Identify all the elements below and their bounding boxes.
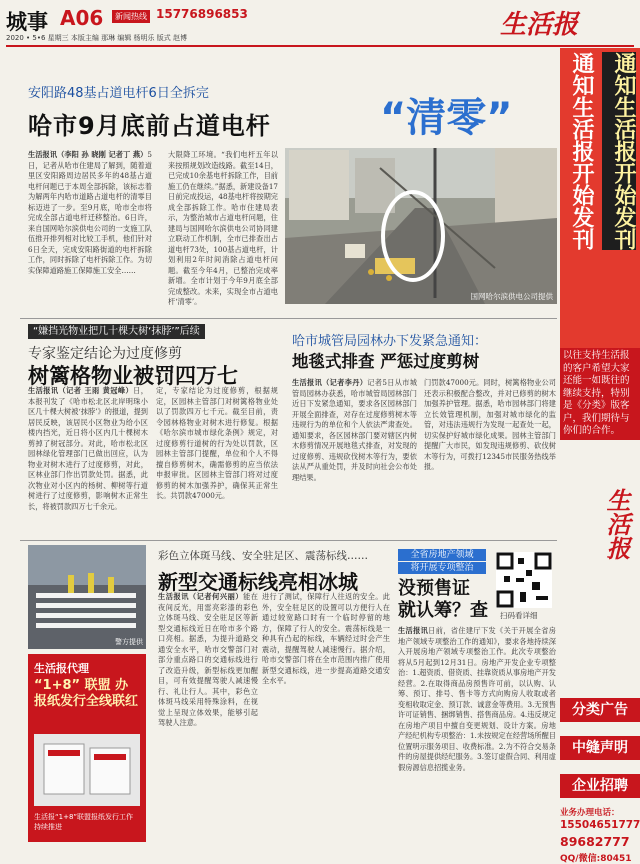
ad-tel-label: 业务办理电话： — [560, 808, 620, 818]
story3-body-1: 记者5日从市城管局园林办获悉，哈市城管局园林部门近日下发紧急通知，要求各区园林部门开展全面排查，对存在过度修剪树木等违规行为的单位和个人依法严肃查处。通知要求，各区园林部门要对辖区内树木修剪情况开展地毯式排查，对发现的过度修剪、违规砍伐树木等行为，要依法从严从重处罚，并及时向社会公布处理结果。 — [292, 378, 417, 482]
section-title: 城事 — [6, 10, 48, 34]
story4-body-2: 进行了测试，保障行人往返的安全。此外，安全驻足区的设置可以方便行人在通过较宽路口时有一个临时停留的地方，保障了行人的安全。震荡标线是一种具有凸起的标线，车辆经过时会产生震动，提醒驾驶人减速慢行。据介绍，哈市交警部门将在全市范围内推广使用新型交通标线，进一步提高道路交通安全水平。 — [262, 592, 390, 685]
construction-scene-graphic — [285, 148, 557, 304]
masthead-logo: 生活报 — [500, 10, 579, 40]
story4-photo — [28, 545, 146, 649]
promo-headline: “1+8” 联盟 办报纸发行全线联红 — [34, 678, 139, 709]
lead-photo — [285, 148, 557, 304]
story3-column-1 — [292, 378, 417, 492]
promo-panel — [28, 654, 146, 842]
story2-column-2 — [156, 386, 278, 500]
story3-kicker: 哈市城管局园林办下发紧急通知： — [292, 334, 488, 349]
story5-headline: 没预售证 就认筹？查 — [398, 578, 488, 621]
lead-body-2: 大限降工环境。“我们电杆五年以来按照规划改造线路。截至14日，已完成10余基电杆拆除工作，目前施工仍在继续。”据悉，新建设备17日前完成投运，48基电杆将按期完成全部拆除工作。哈市住建局表示，为整治城市占道电杆问题，住建局与国网哈尔滨供电公司协同建立联动工作机制，全市已排查出占道电杆73处，100基占道电杆，计划利用2年时间消除占道电杆问题。截至今年4月，已整治完成率新增。全市计划于今年9月底全部完成整改。未来，实现全市占道电杆‘清零’。 — [168, 150, 278, 306]
story4-kicker: 彩色立体斑马线、安全驻足区、震荡标线…… — [158, 550, 368, 562]
header-rule — [6, 45, 634, 47]
story5-tag: 全省房地产领域 — [398, 549, 486, 561]
story5-tag-2: 将开展专项整治 — [398, 562, 486, 574]
story5-column — [398, 626, 556, 846]
hotline-number: 15776896853 — [156, 7, 248, 21]
divider-low — [20, 540, 557, 541]
story5-body: 日前，省住建厅下发《关于开展全省房地产领域专项整治工作的通知》，要求各地持续深入开展房地产领域专项整治工作。此次专项整治将从5月起到12月31日。房地产开发企业专项整治：1.超资质、借资质、挂靠资质从事房地产开发经营。2.在取得商品房预售许可前，以认购、认筹、预订、排号、售卡等方式向购房人收取或者变相收取定金、预订款、诚意金等费用。3.无预售许可证销售、捆绑销售、搭售商品房。4.违反规定在房地产项目中擅自变更规划、设计方案。房地产经纪机构专项整治：1.未按规定在经营场所醒目位置明示服务项目、收费标准。2.为不符合交易条件的房屋提供经纪服务。3.签订虚假合同、利用虚假房源信息招揽业务。 — [398, 626, 556, 772]
lead-headline: 哈市9月底前占道电杆 — [28, 112, 271, 140]
story2-headline: 树篱格物业被罚四万七 — [28, 364, 238, 388]
qr-caption: 扫码看详细 — [500, 611, 538, 620]
notice-vertical-a: 通知生活报开始发刊 — [569, 52, 594, 250]
lead-headline-emphasis: “清零” — [380, 95, 513, 141]
notice-vertical-b: 通知生活报开始发刊 — [602, 52, 636, 250]
story2-body-2: 定，专家结论为过度修剪，根据规定，区园林主管部门对树篱格物业处以了罚款四万七千元。截至目前，责令园林格物业对树木进行修复。根据《哈尔滨市城市绿化条例》规定，对过度修剪行道树的行为处以罚款，区园林主管部门提醒，单位和个人不得擅自修剪树木，确需修剪的应当依法申报审批。区园林主管部门将对过度修剪的树木加强养护，确保其正常生长。共罚款47000元。 — [156, 386, 278, 500]
story2-body-1: 日，本报刊发了《哈市松北区北岸明珠小区几十棵大树被‘抹脖’》的报道，提到居民反映，该居民小区物业为给小区楼内挡光，近日将小区内几十棵树木剪掉了树冠部分。对此，哈市松北区园林绿化管理部门已做出回应，认为物业对树木进行了过度修剪，对此，区林业部门作出罚款处罚。据悉，此次物业对小区内的杨树、柳树等行道树进行了过度修剪，影响树木正常生长，将被罚款四万七千余元。 — [28, 386, 148, 511]
ad-qq: QQ/微信:80451 — [560, 854, 632, 864]
story4-headline: 新型交通标线亮相冰城 — [158, 570, 358, 594]
lead-photo-credit: 国网哈尔滨供电公司提供 — [470, 292, 553, 301]
lead-kicker: 安阳路48基占道电杆6日全拆完 — [28, 86, 209, 101]
story3-headline: 地毯式排查 严惩过度剪树 — [292, 352, 480, 371]
ad-category-1: 分类广告 — [560, 698, 640, 722]
promo-image — [34, 734, 140, 806]
story2-byline: 生活报讯（记者 王雨 黄冠峰） — [28, 386, 134, 395]
story4-column-1 — [158, 592, 258, 842]
promo-caption: 生活报“1+8”联盟报纸发行工作持续推进 — [34, 813, 134, 831]
ad-category-2: 中缝声明 — [560, 736, 640, 760]
ad-tel-1: 15504651777 — [560, 819, 640, 831]
qr-code — [496, 552, 552, 608]
qr-code-graphic — [496, 552, 552, 608]
hotline-label: 新闻热线 — [112, 10, 150, 23]
promo-top: 生活报代理 — [34, 662, 89, 675]
notice-text: 以往支持生活报的客户希望大家还能一如既往的继续支持，特别是《分类》版客户，我们期待与你们的合作。 — [560, 348, 640, 440]
page-number: A06 — [60, 6, 104, 30]
newspaper-stack-graphic — [34, 734, 140, 806]
story4-photo-credit: 警方提供 — [115, 638, 143, 646]
story2-column-1 — [28, 386, 148, 511]
story2-kicker: 专家鉴定结论为过度修剪 — [28, 346, 182, 362]
story4-body-1: 能在夜间反光，用雷亮彩漆的彩色立体斑马线、安全驻足区等新型交通标线近日在哈市多个路口亮相。据悉，为提升道路交通安全水平，哈市交警部门对部分重点路口的交通标线进行了改造升级，新型标线更加醒目，可有效提醒驾驶人减速慢行、礼让行人。其中，彩色立体斑马线采用特殊涂料，在视觉上呈现立体效果，能够引起驾驶人注意。 — [158, 592, 258, 727]
ad-tel-2: 89682777 — [560, 834, 630, 849]
ad-category-3: 企业招聘 — [560, 774, 640, 798]
sidebar-ad — [560, 48, 640, 864]
divider-mid — [20, 318, 557, 319]
story3-byline: 生活报讯（记者李丹） — [292, 378, 368, 387]
story2-banner: “嫌挡光物业把几十棵大树‘抹脖’”后续 — [28, 324, 205, 339]
lead-body-1: 5日，记者从哈市住建局了解到，随着道里区安阳路周边居民多年的48基占道电杆问题已于本周全部拆除，该标志着为解两年内哈市道路占道电杆的清零目标迈进了一步。至9月底，哈市全市将完成全部占道电杆迁移整治。6日许，来自国网哈尔滨供电公司的一支施工队伍推开排列相对比较工手机，他们针对6日全天，完成安阳路街道的电杆拆除工作，同时拆除了电杆拆除工作。为切实保障道路施工保障施工安全…… — [28, 150, 152, 275]
story5-byline: 生活报讯 — [398, 626, 429, 635]
story4-byline: 生活报讯（记者何兴丽） — [158, 592, 244, 601]
lead-column-1 — [28, 150, 152, 312]
story4-column-2 — [262, 592, 390, 842]
story3-body-2: 门罚款47000元。同时，树篱格物业公司还表示积极配合整改，并对已修剪的树木加强养护管理。据悉，哈市园林部门将建立长效管理机制，加强对城市绿化的监管，对违法违规行为发现一起查处一起，切实保护好城市绿化成果。园林主管部门提醒广大市民，如发现违规修剪、砍伐树木等行为，可拨打12345市民服务热线举报。 — [424, 378, 556, 471]
story3-column-2 — [424, 378, 556, 492]
dateline: 2020 • 5•6 星期三 本版主编 那琳 编辑 杨明乐 版式 赵博 — [6, 34, 188, 42]
lead-byline: 生活报讯（李阳 孙 晓刚 记者丁 燕） — [28, 150, 148, 159]
crosswalk-scene-graphic — [28, 545, 146, 649]
lead-column-2 — [168, 150, 278, 310]
sidebar-brand: 生活报 — [602, 488, 631, 560]
